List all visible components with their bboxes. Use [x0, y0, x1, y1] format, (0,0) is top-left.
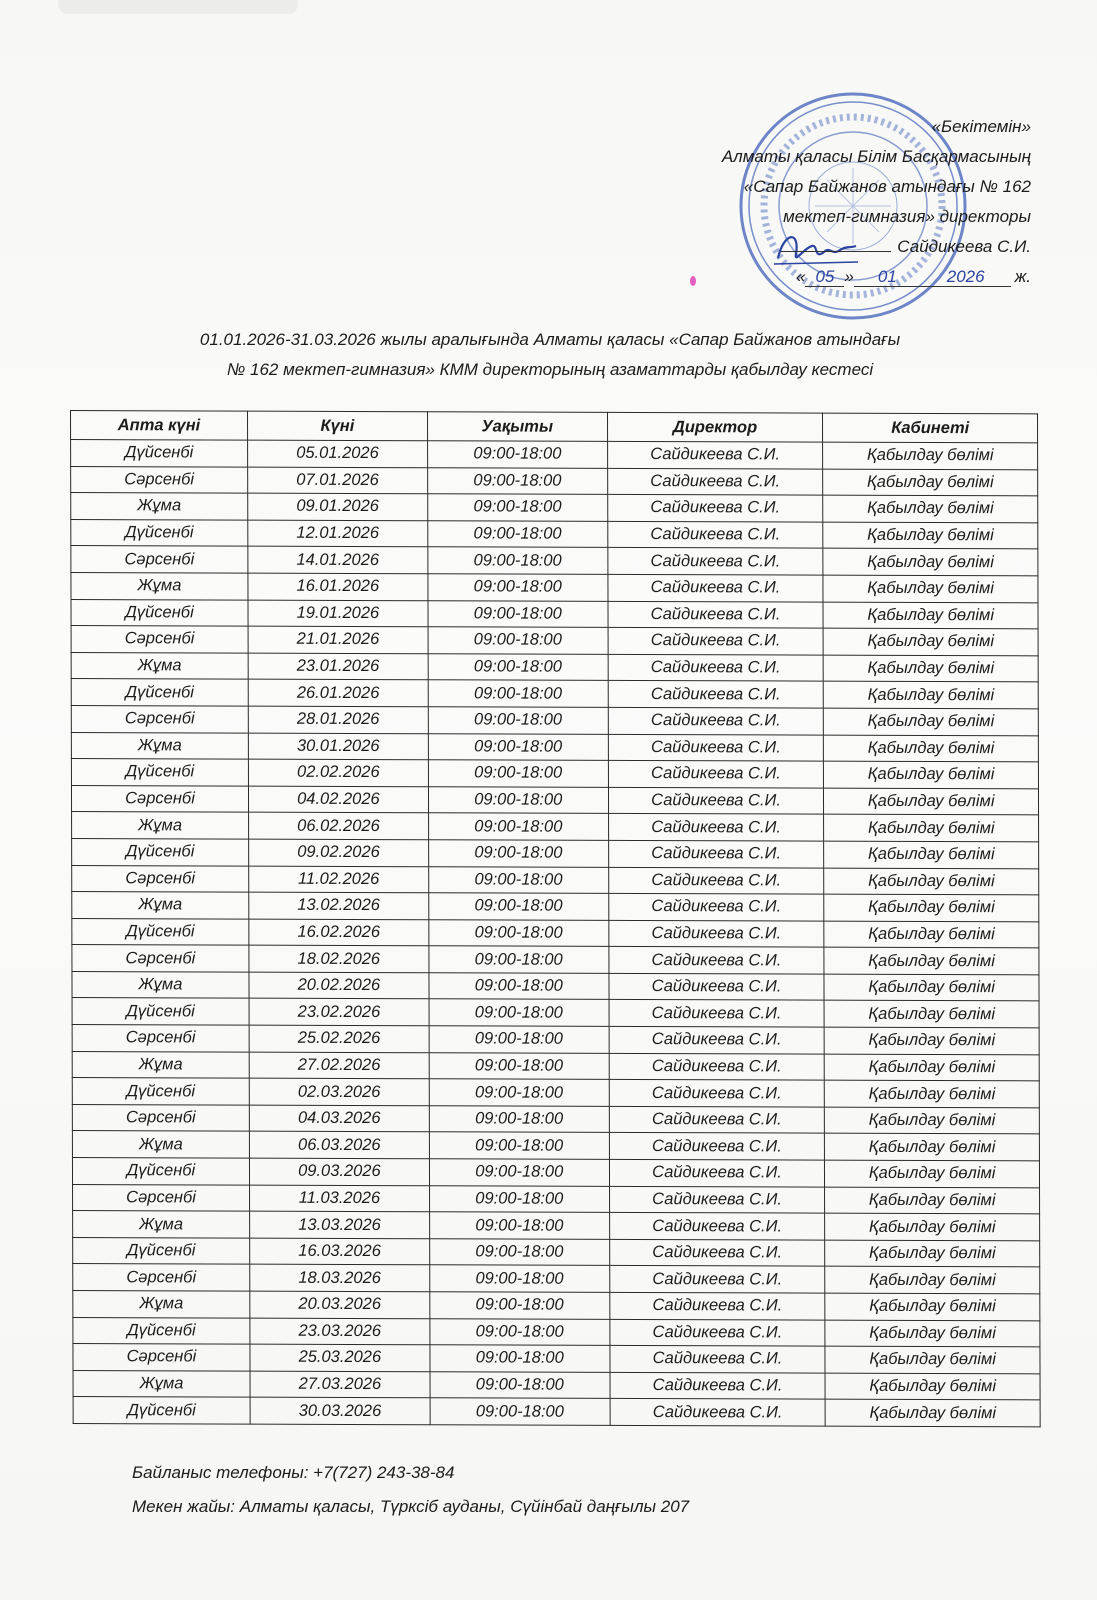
signature-name: Сайдикеева С.И. — [897, 237, 1031, 256]
cell-time: 09:00-18:00 — [427, 441, 607, 468]
cell-time: 09:00-18:00 — [428, 840, 608, 867]
cell-date: 02.02.2026 — [248, 759, 428, 786]
cell-office: Қабылдау бөлімі — [823, 469, 1038, 496]
cell-office: Қабылдау бөлімі — [824, 921, 1039, 948]
cell-weekday: Жұма — [73, 1370, 250, 1397]
cell-time: 09:00-18:00 — [428, 760, 608, 787]
cell-time: 09:00-18:00 — [428, 813, 608, 840]
cell-weekday: Сәрсенбі — [71, 546, 248, 573]
cell-date: 02.03.2026 — [249, 1078, 429, 1105]
cell-office: Қабылдау бөлімі — [825, 1373, 1040, 1400]
cell-director: Сайдикеева С.И. — [608, 707, 824, 734]
cell-date: 25.02.2026 — [249, 1025, 429, 1052]
cell-weekday: Дүйсенбі — [72, 998, 249, 1025]
cell-time: 09:00-18:00 — [427, 467, 607, 494]
table-row — [71, 546, 1038, 576]
cell-director: Сайдикеева С.И. — [608, 814, 824, 841]
cell-weekday: Жұма — [73, 1291, 250, 1318]
cell-time: 09:00-18:00 — [429, 919, 609, 946]
table-row — [71, 785, 1038, 815]
cell-weekday: Жұма — [73, 1211, 250, 1238]
cell-weekday: Дүйсенбі — [71, 519, 248, 546]
schedule-table-wrapper — [70, 410, 1041, 1427]
cell-date: 27.03.2026 — [250, 1371, 430, 1398]
cell-time: 09:00-18:00 — [428, 574, 608, 601]
cell-office: Қабылдау бөлімі — [825, 1267, 1040, 1294]
cell-time: 09:00-18:00 — [430, 1345, 610, 1372]
table-row — [73, 1237, 1040, 1267]
cell-director: Сайдикеева С.И. — [610, 1372, 826, 1399]
cell-date: 16.03.2026 — [250, 1238, 430, 1265]
cell-office: Қабылдау бөлімі — [824, 841, 1039, 868]
cell-time: 09:00-18:00 — [429, 1212, 609, 1239]
cell-date: 04.02.2026 — [248, 786, 428, 813]
table-row — [72, 918, 1039, 948]
cell-date: 23.03.2026 — [250, 1318, 430, 1345]
table-row — [71, 679, 1038, 709]
cell-office: Қабылдау бөлімі — [823, 549, 1038, 576]
cell-time: 09:00-18:00 — [429, 973, 609, 1000]
cell-date: 18.02.2026 — [249, 945, 429, 972]
table-row — [72, 838, 1039, 868]
table-row — [72, 971, 1039, 1001]
cell-date: 16.01.2026 — [248, 573, 428, 600]
approval-line-1: Алматы қаласы Білім Басқармасының — [721, 147, 1031, 166]
cell-time: 09:00-18:00 — [428, 786, 608, 813]
cell-office: Қабылдау бөлімі — [824, 894, 1039, 921]
cell-weekday: Жұма — [72, 971, 249, 998]
cell-office: Қабылдау бөлімі — [825, 1240, 1040, 1267]
cell-director: Сайдикеева С.И. — [610, 1319, 826, 1346]
cell-director: Сайдикеева С.И. — [609, 1159, 825, 1186]
cell-date: 16.02.2026 — [249, 919, 429, 946]
cell-time: 09:00-18:00 — [428, 733, 608, 760]
cell-time: 09:00-18:00 — [430, 1292, 610, 1319]
cell-date: 06.02.2026 — [249, 812, 429, 839]
cell-date: 23.01.2026 — [248, 653, 428, 680]
cell-date: 27.02.2026 — [249, 1052, 429, 1079]
cell-weekday: Сәрсенбі — [71, 785, 248, 812]
cell-director: Сайдикеева С.И. — [609, 1106, 825, 1133]
cell-date: 20.02.2026 — [249, 972, 429, 999]
approval-line-3: мектеп-гимназия» директоры — [783, 207, 1031, 226]
cell-date: 21.01.2026 — [248, 626, 428, 653]
cell-weekday: Сәрсенбі — [72, 865, 249, 892]
cell-office: Қабылдау бөлімі — [824, 788, 1039, 815]
cell-date: 30.03.2026 — [250, 1398, 430, 1425]
cell-date: 23.02.2026 — [249, 999, 429, 1026]
header-weekday: Апта күні — [71, 411, 248, 441]
table-row — [71, 599, 1038, 629]
contact-footer — [132, 1456, 689, 1524]
table-row — [72, 998, 1039, 1028]
cell-time: 09:00-18:00 — [429, 893, 609, 920]
table-row — [72, 1051, 1039, 1081]
cell-office: Қабылдау бөлімі — [823, 602, 1038, 629]
cell-weekday: Сәрсенбі — [73, 1344, 250, 1371]
cell-office: Қабылдау бөлімі — [824, 761, 1039, 788]
cell-director: Сайдикеева С.И. — [607, 521, 823, 548]
cell-director: Сайдикеева С.И. — [609, 1239, 825, 1266]
date-month: 01 — [854, 267, 921, 287]
cell-director: Сайдикеева С.И. — [607, 468, 823, 495]
cell-director: Сайдикеева С.И. — [608, 548, 824, 575]
cell-weekday: Жұма — [72, 1131, 249, 1158]
cell-date: 12.01.2026 — [248, 520, 428, 547]
cell-weekday: Сәрсенбі — [73, 1184, 250, 1211]
cell-director: Сайдикеева С.И. — [607, 441, 823, 468]
cell-time: 09:00-18:00 — [428, 680, 608, 707]
cell-date: 09.03.2026 — [249, 1158, 429, 1185]
table-row — [73, 1184, 1040, 1214]
table-row — [73, 1291, 1040, 1321]
cell-director: Сайдикеева С.И. — [610, 1346, 826, 1373]
table-row — [71, 519, 1038, 549]
table-body — [71, 440, 1041, 1427]
cell-office: Қабылдау бөлімі — [823, 522, 1038, 549]
cell-office: Қабылдау бөлімі — [825, 1160, 1040, 1187]
cell-date: 13.02.2026 — [249, 892, 429, 919]
schedule-table — [70, 410, 1041, 1427]
table-row — [72, 892, 1039, 922]
cell-office: Қабылдау бөлімі — [825, 1080, 1040, 1107]
cell-time: 09:00-18:00 — [430, 1372, 610, 1399]
table-row — [73, 1317, 1040, 1347]
cell-date: 26.01.2026 — [248, 679, 428, 706]
cell-director: Сайдикеева С.И. — [608, 681, 824, 708]
cell-weekday: Жұма — [71, 652, 248, 679]
cell-office: Қабылдау бөлімі — [825, 1346, 1040, 1373]
cell-time: 09:00-18:00 — [429, 1026, 609, 1053]
page-top-edge — [58, 0, 298, 14]
signature-line — [611, 232, 1031, 262]
table-row — [72, 1025, 1039, 1055]
cell-date: 18.03.2026 — [250, 1265, 430, 1292]
cell-time: 09:00-18:00 — [429, 866, 609, 893]
cell-weekday: Жұма — [72, 812, 249, 839]
cell-office: Қабылдау бөлімі — [824, 814, 1039, 841]
cell-weekday: Сәрсенбі — [71, 705, 248, 732]
cell-time: 09:00-18:00 — [430, 1318, 610, 1345]
date-year: 2026 — [921, 267, 1011, 287]
cell-office: Қабылдау бөлімі — [823, 575, 1038, 602]
cell-director: Сайдикеева С.И. — [609, 1292, 825, 1319]
cell-director: Сайдикеева С.И. — [608, 628, 824, 655]
cell-date: 13.03.2026 — [250, 1211, 430, 1238]
cell-director: Сайдикеева С.И. — [608, 574, 824, 601]
cell-office: Қабылдау бөлімі — [825, 1293, 1040, 1320]
cell-date: 07.01.2026 — [248, 467, 428, 494]
table-row — [73, 1264, 1040, 1294]
cell-office: Қабылдау бөлімі — [824, 681, 1039, 708]
cell-director: Сайдикеева С.И. — [609, 920, 825, 947]
cell-weekday: Жұма — [71, 493, 248, 520]
cell-date: 14.01.2026 — [248, 546, 428, 573]
cell-director: Сайдикеева С.И. — [609, 1026, 825, 1053]
cell-time: 09:00-18:00 — [429, 1079, 609, 1106]
cell-director: Сайдикеева С.И. — [609, 1266, 825, 1293]
cell-director: Сайдикеева С.И. — [607, 495, 823, 522]
title-line-1: 01.01.2026-31.03.2026 жылы аралығында Алматы қаласы «Сапар Байжанов атындағы — [199, 330, 901, 349]
cell-date: 19.01.2026 — [248, 600, 428, 627]
cell-date: 30.01.2026 — [248, 733, 428, 760]
cell-office: Қабылдау бөлімі — [824, 735, 1039, 762]
cell-date: 09.01.2026 — [248, 493, 428, 520]
cell-time: 09:00-18:00 — [429, 1239, 609, 1266]
header-office: Кабинеті — [823, 413, 1038, 443]
cell-weekday: Дүйсенбі — [73, 1397, 250, 1424]
cell-director: Сайдикеева С.И. — [608, 867, 824, 894]
contact-phone: Байланыс телефоны: +7(727) 243-38-84 — [132, 1463, 455, 1482]
cell-time: 09:00-18:00 — [428, 600, 608, 627]
table-row — [71, 466, 1038, 496]
cell-time: 09:00-18:00 — [428, 521, 608, 548]
cell-time: 09:00-18:00 — [429, 1106, 609, 1133]
cell-weekday: Дүйсенбі — [72, 1158, 249, 1185]
cell-director: Сайдикеева С.И. — [608, 761, 824, 788]
cell-date: 25.03.2026 — [250, 1344, 430, 1371]
header-time: Уақыты — [427, 412, 607, 442]
cell-director: Сайдикеева С.И. — [609, 1186, 825, 1213]
cell-weekday: Сәрсенбі — [72, 1104, 249, 1131]
cell-office: Қабылдау бөлімі — [824, 708, 1039, 735]
table-row — [73, 1370, 1040, 1400]
cell-office: Қабылдау бөлімі — [825, 1400, 1040, 1427]
table-row — [72, 1131, 1039, 1161]
cell-office: Қабылдау бөлімі — [825, 1187, 1040, 1214]
table-row — [73, 1211, 1040, 1241]
cell-time: 09:00-18:00 — [428, 654, 608, 681]
cell-office: Қабылдау бөлімі — [825, 1320, 1040, 1347]
cell-weekday: Сәрсенбі — [71, 626, 248, 653]
cell-weekday: Дүйсенбі — [72, 918, 249, 945]
cell-weekday: Дүйсенбі — [73, 1237, 250, 1264]
cell-weekday: Дүйсенбі — [71, 440, 248, 467]
cell-office: Қабылдау бөлімі — [824, 947, 1039, 974]
table-row — [72, 812, 1039, 842]
cell-date: 06.03.2026 — [249, 1132, 429, 1159]
cell-director: Сайдикеева С.И. — [608, 893, 824, 920]
cell-weekday: Сәрсенбі — [73, 1264, 250, 1291]
cell-director: Сайдикеева С.И. — [609, 1000, 825, 1027]
table-row — [71, 732, 1038, 762]
cell-weekday: Дүйсенбі — [71, 599, 248, 626]
cell-office: Қабылдау бөлімі — [825, 1107, 1040, 1134]
cell-director: Сайдикеева С.И. — [609, 1213, 825, 1240]
cell-date: 05.01.2026 — [248, 440, 428, 467]
cell-director: Сайдикеева С.И. — [610, 1399, 826, 1426]
cell-weekday: Дүйсенбі — [72, 1078, 249, 1105]
cell-director: Сайдикеева С.И. — [609, 1080, 825, 1107]
cell-date: 09.02.2026 — [249, 839, 429, 866]
date-open-quote: « — [795, 267, 806, 286]
cell-office: Қабылдау бөлімі — [823, 495, 1038, 522]
cell-date: 11.03.2026 — [249, 1185, 429, 1212]
document-title — [120, 325, 980, 385]
header-director: Директор — [607, 412, 823, 442]
cell-office: Қабылдау бөлімі — [825, 1134, 1040, 1161]
cell-date: 20.03.2026 — [250, 1291, 430, 1318]
contact-address: Мекен жайы: Алматы қаласы, Түрксіб ауданы, Сүйінбай даңғылы 207 — [132, 1497, 690, 1516]
table-row — [73, 1397, 1040, 1427]
table-row — [71, 493, 1038, 523]
cell-time: 09:00-18:00 — [428, 547, 608, 574]
cell-weekday: Дүйсенбі — [71, 679, 248, 706]
approval-line-2: «Сапар Байжанов атындағы № 162 — [743, 177, 1031, 196]
table-row — [72, 865, 1039, 895]
table-row — [73, 1344, 1040, 1374]
cell-weekday: Жұма — [71, 572, 248, 599]
cell-time: 09:00-18:00 — [430, 1398, 610, 1425]
table-row — [71, 440, 1038, 470]
cell-time: 09:00-18:00 — [429, 1132, 609, 1159]
cell-date: 11.02.2026 — [249, 866, 429, 893]
date-close-quote: » — [844, 267, 854, 286]
cell-weekday: Сәрсенбі — [71, 466, 248, 493]
cell-office: Қабылдау бөлімі — [824, 1027, 1039, 1054]
date-day: 05 — [805, 267, 844, 287]
cell-office: Қабылдау бөлімі — [824, 1054, 1039, 1081]
cell-weekday: Сәрсенбі — [72, 945, 249, 972]
cell-weekday: Жұма — [71, 732, 248, 759]
cell-time: 09:00-18:00 — [429, 999, 609, 1026]
table-row — [71, 759, 1038, 789]
approval-date — [611, 262, 1031, 292]
cell-weekday: Дүйсенбі — [73, 1317, 250, 1344]
cell-office: Қабылдау бөлімі — [823, 628, 1038, 655]
approval-heading: «Бекітемін» — [931, 117, 1031, 136]
cell-director: Сайдикеева С.И. — [609, 1133, 825, 1160]
approval-block — [611, 112, 1031, 292]
cell-director: Сайдикеева С.И. — [608, 734, 824, 761]
cell-time: 09:00-18:00 — [428, 627, 608, 654]
cell-director: Сайдикеева С.И. — [608, 840, 824, 867]
table-row — [72, 1104, 1039, 1134]
cell-weekday: Сәрсенбі — [72, 1025, 249, 1052]
cell-office: Қабылдау бөлімі — [824, 1001, 1039, 1028]
table-row — [72, 1078, 1039, 1108]
cell-office: Қабылдау бөлімі — [824, 974, 1039, 1001]
cell-weekday: Дүйсенбі — [72, 838, 249, 865]
cell-weekday: Жұма — [72, 892, 249, 919]
cell-time: 09:00-18:00 — [429, 946, 609, 973]
table-row — [71, 705, 1038, 735]
table-header-row — [71, 411, 1038, 443]
header-date: Күні — [247, 411, 427, 441]
cell-office: Қабылдау бөлімі — [823, 442, 1038, 469]
cell-director: Сайдикеева С.И. — [608, 654, 824, 681]
cell-office: Қабылдау бөлімі — [823, 655, 1038, 682]
date-suffix: ж. — [1014, 267, 1031, 286]
cell-time: 09:00-18:00 — [429, 1159, 609, 1186]
cell-office: Қабылдау бөлімі — [824, 868, 1039, 895]
cell-time: 09:00-18:00 — [429, 1185, 609, 1212]
cell-office: Қабылдау бөлімі — [825, 1213, 1040, 1240]
cell-time: 09:00-18:00 — [428, 707, 608, 734]
cell-director: Сайдикеева С.И. — [609, 1053, 825, 1080]
table-row — [72, 1158, 1039, 1188]
cell-director: Сайдикеева С.И. — [608, 787, 824, 814]
cell-weekday: Жұма — [72, 1051, 249, 1078]
table-row — [72, 945, 1039, 975]
cell-date: 04.03.2026 — [249, 1105, 429, 1132]
cell-date: 28.01.2026 — [248, 706, 428, 733]
cell-time: 09:00-18:00 — [430, 1265, 610, 1292]
cell-director: Сайдикеева С.И. — [609, 947, 825, 974]
cell-director: Сайдикеева С.И. — [609, 973, 825, 1000]
title-line-2: № 162 мектеп-гимназия» КММ директорының азаматтарды қабылдау кестесі — [226, 360, 874, 379]
cell-director: Сайдикеева С.И. — [608, 601, 824, 628]
cell-time: 09:00-18:00 — [428, 494, 608, 521]
cell-time: 09:00-18:00 — [429, 1052, 609, 1079]
table-row — [71, 626, 1038, 656]
cell-weekday: Дүйсенбі — [71, 759, 248, 786]
table-row — [71, 652, 1038, 682]
table-row — [71, 572, 1038, 602]
